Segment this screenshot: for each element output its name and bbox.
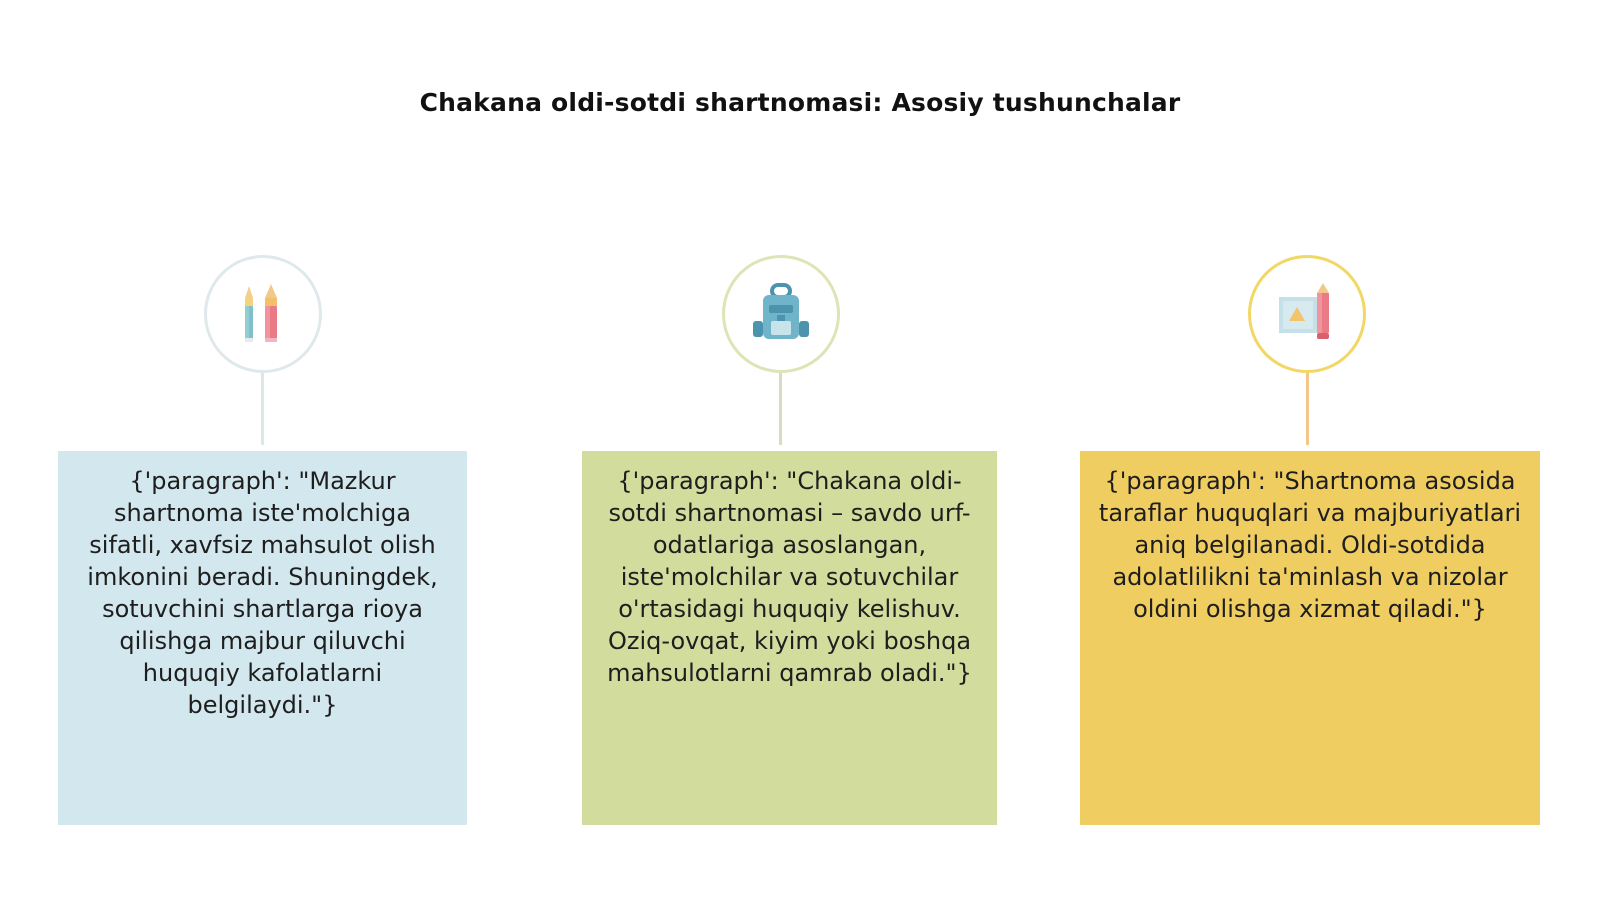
concept-card-3	[1080, 451, 1540, 825]
pencils-icon	[235, 282, 291, 346]
backpack-icon	[751, 283, 811, 345]
concept-card-1	[58, 451, 467, 825]
slide-title: Chakana oldi-sotdi shartnomasi: Asosiy tushunchalar	[419, 88, 1181, 117]
picture-pencil-icon	[1275, 283, 1339, 345]
connector-line-1	[261, 373, 264, 445]
connector-line-2	[779, 373, 782, 445]
concept-card-2	[582, 451, 997, 825]
icon-circle-2	[722, 255, 840, 373]
connector-line-3	[1306, 373, 1309, 445]
card-3-paragraph: {'paragraph': "Shartnoma asosida taraflar huquqlari va majburiyatlari aniq belgilanadi. Oldi-sotdida adolatlilikni ta'minlash va nizolar oldini olishga xizmat qiladi."}	[1098, 467, 1522, 623]
card-2-paragraph: {'paragraph': "Chakana oldi-sotdi shartnomasi – savdo urf-odatlariga asoslangan, iste'molchilar va sotuvchilar o'rtasidagi huquqiy kelishuv. Oziq-ovqat, kiyim yoki boshqa mahsulotlarni qamrab oladi."}	[607, 467, 972, 687]
card-1-paragraph: {'paragraph': "Mazkur shartnoma iste'molchiga sifatli, xavfsiz mahsulot olish imkonini beradi. Shuningdek, sotuvchini shartlarga rioya qilishga majbur qiluvchi huquqiy kafolatlarni belgilaydi."}	[87, 467, 438, 719]
icon-circle-1	[204, 255, 322, 373]
icon-circle-3	[1248, 255, 1366, 373]
